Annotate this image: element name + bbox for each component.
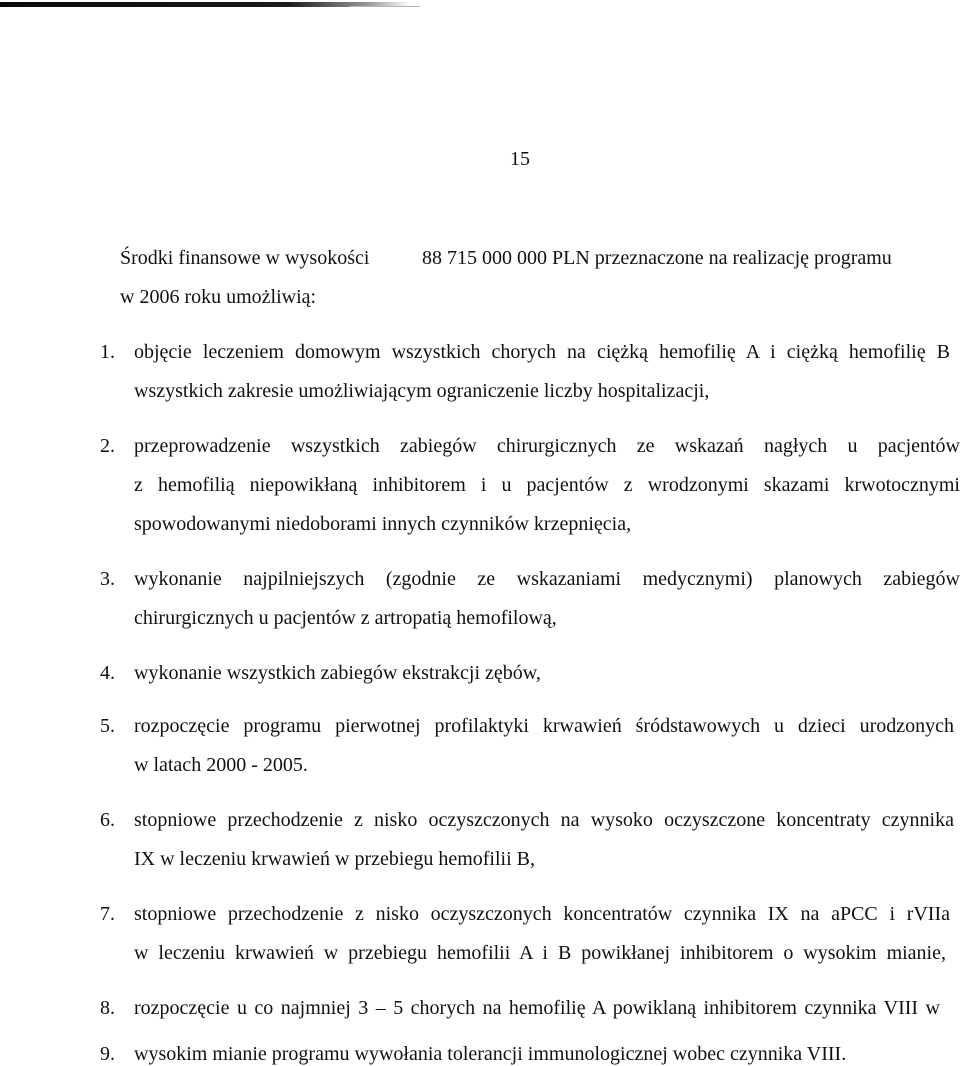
list-item-number: 7. xyxy=(100,903,115,925)
list-item-line: wykonanie wszystkich zabiegów ekstrakcji zębów, xyxy=(134,662,541,684)
list-item-line: spowodowanymi niedoborami innych czynników krzepnięcia, xyxy=(134,513,632,535)
list-item-line: stopniowe przechodzenie z nisko oczyszczonych na wysoko oczyszczone koncentraty czynnika xyxy=(134,809,954,831)
list-item-line: wysokim mianie programu wywołania tolerancji immunologicznej wobec czynnika VIII. xyxy=(134,1043,847,1065)
list-item-line: z hemofilią niepowikłaną inhibitorem i u pacjentów z wrodzonymi skazami krwotocznymi xyxy=(134,474,960,496)
list-item-number: 9. xyxy=(100,1043,115,1065)
list-item-line: IX w leczeniu krwawień w przebiegu hemofilii B, xyxy=(134,848,535,870)
list-item-number: 2. xyxy=(100,435,115,457)
list-item-line: w latach 2000 - 2005. xyxy=(134,754,308,776)
page-number: 15 xyxy=(510,148,530,170)
list-item-line: objęcie leczeniem domowym wszystkich chorych na ciężką hemofilię A i ciężką hemofilię B xyxy=(134,341,950,363)
list-item-line: chirurgicznych u pacjentów z artropatią hemofilową, xyxy=(134,607,557,629)
intro-line-1-end: 88 715 000 000 PLN przeznaczone na realizację programu xyxy=(422,247,892,269)
scan-edge-line xyxy=(350,6,420,7)
list-item-number: 3. xyxy=(100,568,115,590)
list-item-line: wszystkich zakresie umożliwiającym ograniczenie liczby hospitalizacji, xyxy=(134,380,710,402)
intro-line-2: w 2006 roku umożliwią: xyxy=(120,286,317,308)
list-item-number: 4. xyxy=(100,662,115,684)
list-item-line: wykonanie najpilniejszych (zgodnie ze wskazaniami medycznymi) planowych zabiegów xyxy=(134,568,960,590)
list-item-line: przeprowadzenie wszystkich zabiegów chirurgicznych ze wskazań nagłych u pacjentów xyxy=(134,435,960,457)
list-item-line: rozpoczęcie u co najmniej 3 – 5 chorych na hemofilię A powiklaną inhibitorem czynnika VIII w xyxy=(134,997,940,1019)
list-item-line: stopniowe przechodzenie z nisko oczyszczonych koncentratów czynnika IX na aPCC i rVIIa xyxy=(134,903,950,925)
scan-edge-bar xyxy=(0,2,410,7)
list-item-line: w leczeniu krwawień w przebiegu hemofilii A i B powikłanej inhibitorem o wysokim mianie, xyxy=(134,942,946,964)
intro-line-1-start: Środki finansowe w wysokości xyxy=(120,247,370,269)
list-item-number: 6. xyxy=(100,809,115,831)
list-item-number: 5. xyxy=(100,715,115,737)
list-item-number: 1. xyxy=(100,341,115,363)
list-item-line: rozpoczęcie programu pierwotnej profilaktyki krwawień śródstawowych u dzieci urodzonych xyxy=(134,715,954,737)
list-item-number: 8. xyxy=(100,997,115,1019)
